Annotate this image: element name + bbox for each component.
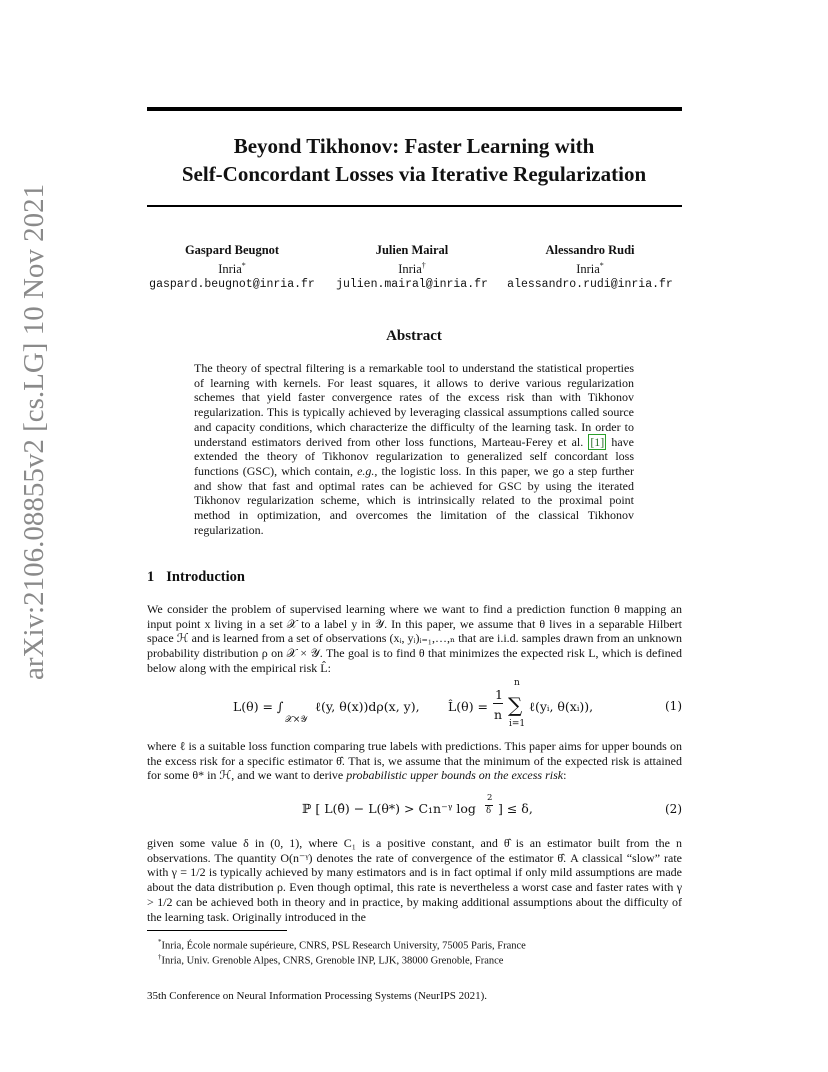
abstract-body [194, 361, 634, 537]
author-affiliation: Inria [398, 262, 422, 277]
author-name: Alessandro Rudi [545, 243, 635, 257]
section-number: 1 [147, 569, 155, 585]
eq1-frac-den: n [494, 707, 503, 722]
citation-link[interactable]: [1] [590, 434, 605, 449]
title-line-2: Self-Concordant Losses via Iterative Regularization [181, 162, 647, 186]
abstract-text: The theory of spectral filtering is a remarkable tool to understand the statistical properties of learning with kernels. For least squares, it allows to derive various regularization schemes that yield faster convergence rates of the excess risk than with Tikhonov regularization. This is typically achieved by leveraging classical assumptions called source and capacity conditions, which characterize the difficulty of the learning task. In order to understand estimators derived from other loss functions, Marteau-Ferey et al. [194, 361, 634, 449]
affiliation-mark: * [599, 261, 604, 270]
author-block [147, 243, 317, 292]
eq1-frac-num: 1 [495, 687, 503, 702]
footnote-text: Inria, Univ. Grenoble Alpes, CNRS, Grenoble INP, LJK, 38000 Grenoble, France [161, 955, 504, 967]
abstract-heading: Abstract [386, 328, 442, 344]
paragraph-text: where ℓ is a suitable loss function comparing true labels with predictions. This paper aims for upper bounds on the excess risk for a specific estimator θ̂. That is, we assume that the minimum of the expected risk is attained for some θ* in ℋ, and we want to derive [147, 739, 682, 783]
title-line-1: Beyond Tikhonov: Faster Learning with [233, 134, 595, 158]
footnote-text: Inria, École normale supérieure, CNRS, PSL Research University, 75005 Paris, France [161, 940, 526, 952]
footnote-mark: * [158, 938, 162, 946]
author-email: julien.mairal@inria.fr [336, 278, 488, 292]
eq1-integrand: ℓ(y, θ(x))dρ(x, y), [315, 699, 420, 714]
affiliation-mark: † [421, 261, 426, 270]
footnote-rule [147, 930, 287, 931]
paragraph [147, 739, 682, 783]
affiliation-mark: * [241, 261, 246, 270]
eq2-frac-den: δ [486, 806, 492, 816]
arxiv-identifier: arXiv:2106.08855v2 [cs.LG] 10 Nov 2021 [18, 183, 50, 680]
paragraph: given some value δ in (0, 1), where C₁ is a positive constant, and θ̂ is an estimator built from the n observations. The quantity O(n⁻ᵞ) denotes the rate of convergence of the estimator θ̂. A classical “slow” rate with γ = 1/2 is typically achieved by many estimators and is in fact optimal if only mild assumptions are made about the data distribution ρ. Even though optimal, this rate is nevertheless a worst case and faster rates with γ > 1/2 can be achieved both in theory and in practice, by making additional assumptions about the difficulty of the learning task. Originally introduced in the [147, 836, 682, 924]
equation-2 [302, 793, 682, 823]
paragraph-emphasis: probabilistic upper bounds on the excess risk [346, 768, 564, 783]
paragraph: We consider the problem of supervised learning where we want to find a prediction function θ mapping an input point x living in a set 𝒳 to a label y in 𝒴. In this paper, we assume that θ lives in a separable Hilbert space ℋ and is learned from a set of observations (xᵢ, yᵢ)ᵢ₌₁,…,ₙ that are i.i.d. samples drawn from an unknown probability distribution ρ on 𝒳 × 𝒴. The goal is to find θ that minimizes the expected risk L, which is defined below along with the empirical risk L̂: [147, 602, 682, 675]
conference-note: 35th Conference on Neural Information Processing Systems (NeurIPS 2021). [147, 990, 488, 1002]
author-email: alessandro.rudi@inria.fr [507, 278, 673, 292]
equation-number: (2) [665, 802, 682, 816]
abstract-emphasis: e.g., [357, 463, 378, 478]
eq1-frac-bar [493, 703, 503, 704]
title-top-rule [147, 107, 682, 111]
author-name: Julien Mairal [375, 243, 449, 257]
abstract-text: have extended the theory of Tikhonov regularization to generalized self concordant loss functions (GSC), which contain, [194, 434, 635, 478]
section-heading [147, 569, 245, 586]
sum-symbol: ∑ [508, 693, 523, 717]
section-title: Introduction [166, 569, 245, 585]
abstract-text: the logistic loss. In this paper, we go a step further and show that fast and optimal rates can be achieved for GSC by using the iterated Tikhonov regularization scheme, which is intrinsically related to the proximal point method in optimization, and overcomes the limitation of the classical Tikhonov regularization. [194, 463, 634, 537]
equation-1 [233, 678, 682, 731]
paper-title [100, 132, 728, 188]
author-name: Gaspard Beugnot [184, 243, 280, 257]
eq1-left: L(θ) = ∫ [233, 699, 284, 714]
author-block [500, 243, 680, 292]
eq1-sum-top: n [514, 678, 520, 688]
footnote [158, 950, 503, 969]
equation-number: (1) [665, 699, 682, 713]
eq2-body: ℙ [ L(θ̂) − L(θ*) > C₁n⁻ᵞ log [302, 801, 476, 816]
eq1-integral-domain: 𝒳×𝒴 [285, 715, 308, 725]
footnote-mark: † [158, 953, 162, 961]
author-affiliation: Inria [576, 262, 600, 277]
paragraph-text: : [563, 768, 567, 783]
eq1-empirical-lhs: L̂(θ) = [448, 699, 489, 714]
eq2-frac-num: 2 [487, 793, 493, 803]
eq2-tail: ] ≤ δ, [498, 801, 533, 816]
author-email: gaspard.beugnot@inria.fr [149, 278, 315, 292]
eq1-sum-bottom: i=1 [509, 719, 526, 729]
author-block [327, 243, 497, 292]
author-affiliation: Inria [218, 262, 242, 277]
eq1-empirical-rhs: ℓ(yᵢ, θ(xᵢ)), [529, 699, 594, 714]
title-bottom-rule [147, 205, 682, 207]
